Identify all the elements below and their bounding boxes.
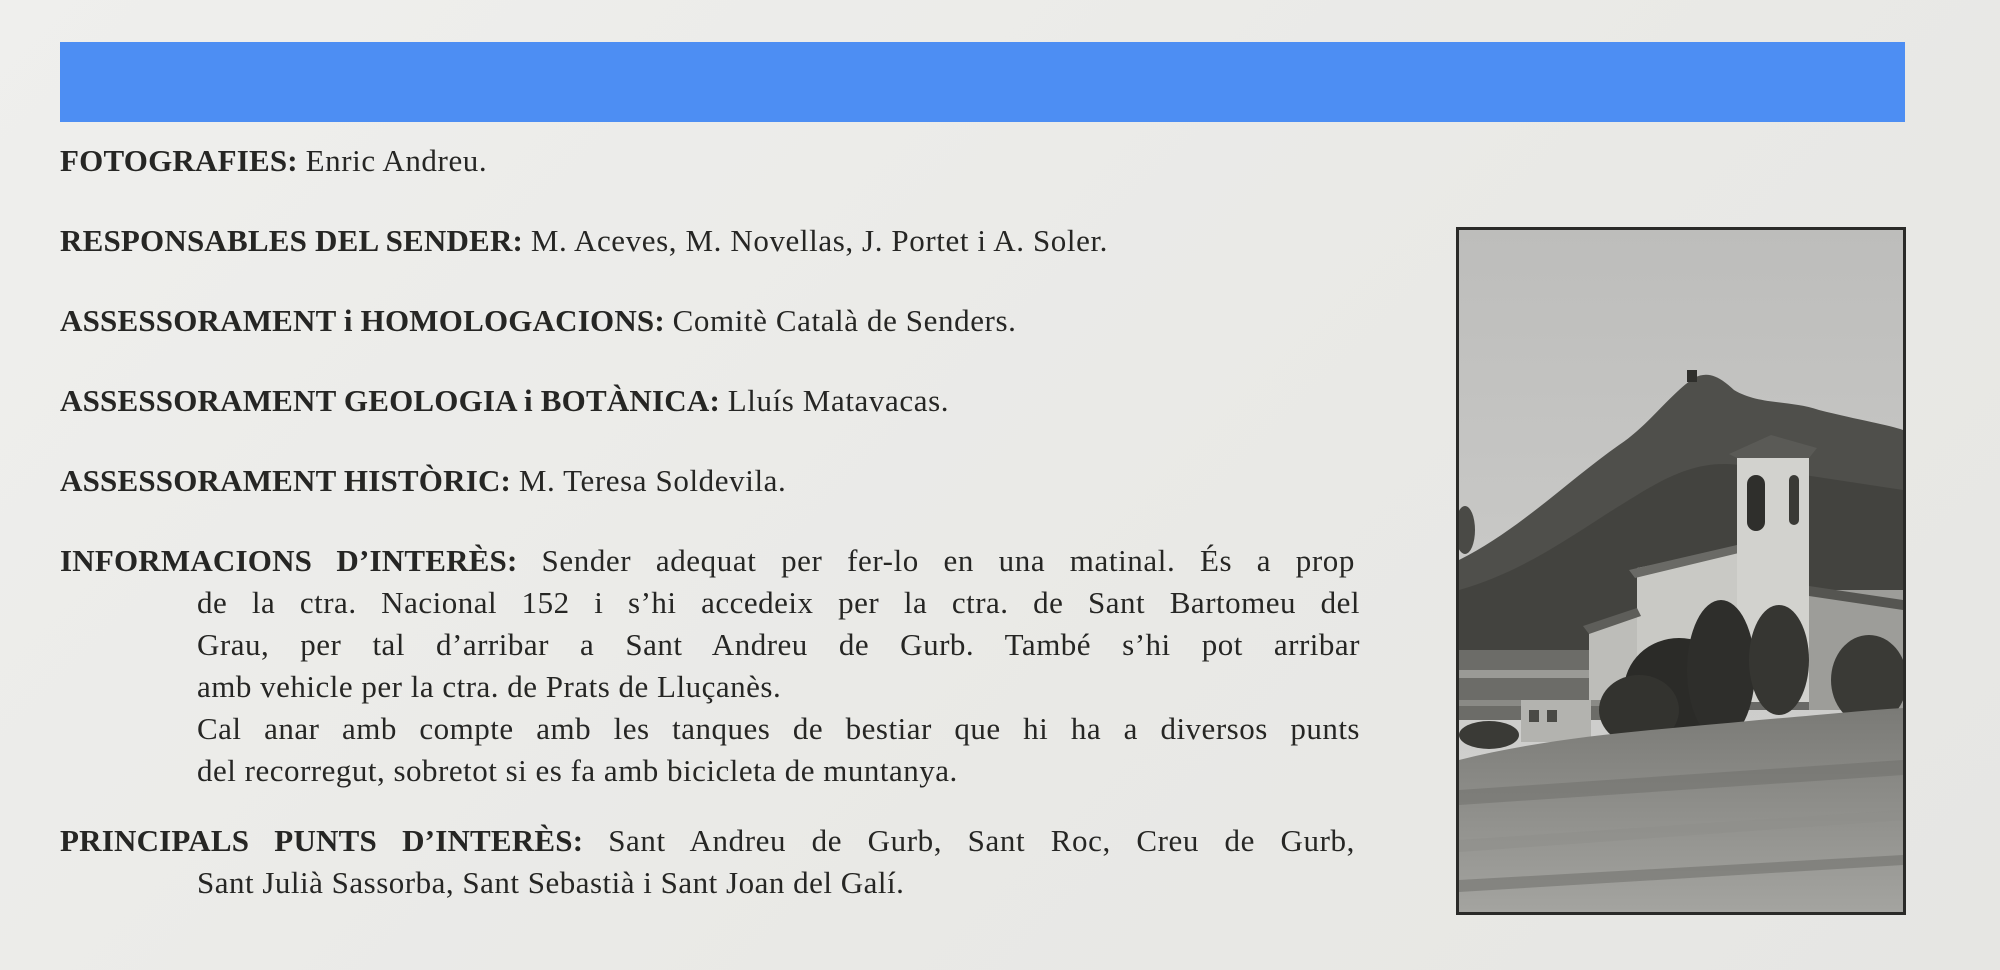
credit-historic: [60, 460, 1360, 502]
informacions-note-line: Cal anar amb compte amb les tanques de bestiar que hi ha a diversos punts: [197, 711, 1360, 746]
credit-label: ASSESSORAMENT GEOLOGIA i BOTÀNICA:: [60, 383, 720, 418]
informacions-line: Grau, per tal d’arribar a Sant Andreu de Gurb. També s’hi pot arribar: [197, 627, 1360, 662]
informacions-note-line: del recorregut, sobretot si es fa amb bicicleta de muntanya.: [197, 753, 958, 788]
credit-value: Enric Andreu.: [305, 143, 488, 178]
credit-geologia: [60, 380, 1360, 422]
punts-line: Sant Julià Sassorba, Sant Sebastià i Sant Joan del Galí.: [197, 865, 905, 900]
credit-label: ASSESSORAMENT HISTÒRIC:: [60, 463, 512, 498]
credit-value: Sant Andreu de Gurb, Sant Roc, Creu de Gurb,: [608, 823, 1356, 858]
credits-section: [60, 140, 1360, 942]
credit-fotografies: [60, 140, 1360, 182]
church-photo-illustration: [1459, 230, 1903, 912]
credit-label: FOTOGRAFIES:: [60, 143, 298, 178]
church-photo: [1456, 227, 1906, 915]
credit-responsables: [60, 220, 1360, 262]
credit-value: Comitè Català de Senders.: [672, 303, 1017, 338]
credit-value: Sender adequat per fer-lo en una matinal. És a prop: [541, 543, 1355, 578]
punts-first-line: [60, 820, 1355, 862]
credit-label: ASSESSORAMENT i HOMOLOGACIONS:: [60, 303, 665, 338]
credit-value: M. Aceves, M. Novellas, J. Portet i A. Soler.: [530, 223, 1109, 258]
informacions-line: de la ctra. Nacional 152 i s’hi accedeix per la ctra. de Sant Bartomeu del: [197, 585, 1360, 620]
header-color-band: [60, 42, 1905, 122]
informacions-line: amb vehicle per la ctra. de Prats de Lluçanès.: [197, 669, 782, 704]
credit-informacions: [60, 540, 1360, 792]
credit-label: RESPONSABLES DEL SENDER:: [60, 223, 524, 258]
credit-label: PRINCIPALS PUNTS D’INTERÈS:: [60, 823, 584, 858]
informacions-first-line: [60, 540, 1355, 582]
credit-value: M. Teresa Soldevila.: [518, 463, 787, 498]
credit-punts: [60, 820, 1360, 904]
credit-value: Lluís Matavacas.: [727, 383, 950, 418]
credit-homologacions: [60, 300, 1360, 342]
credit-label: INFORMACIONS D’INTERÈS:: [60, 543, 518, 578]
